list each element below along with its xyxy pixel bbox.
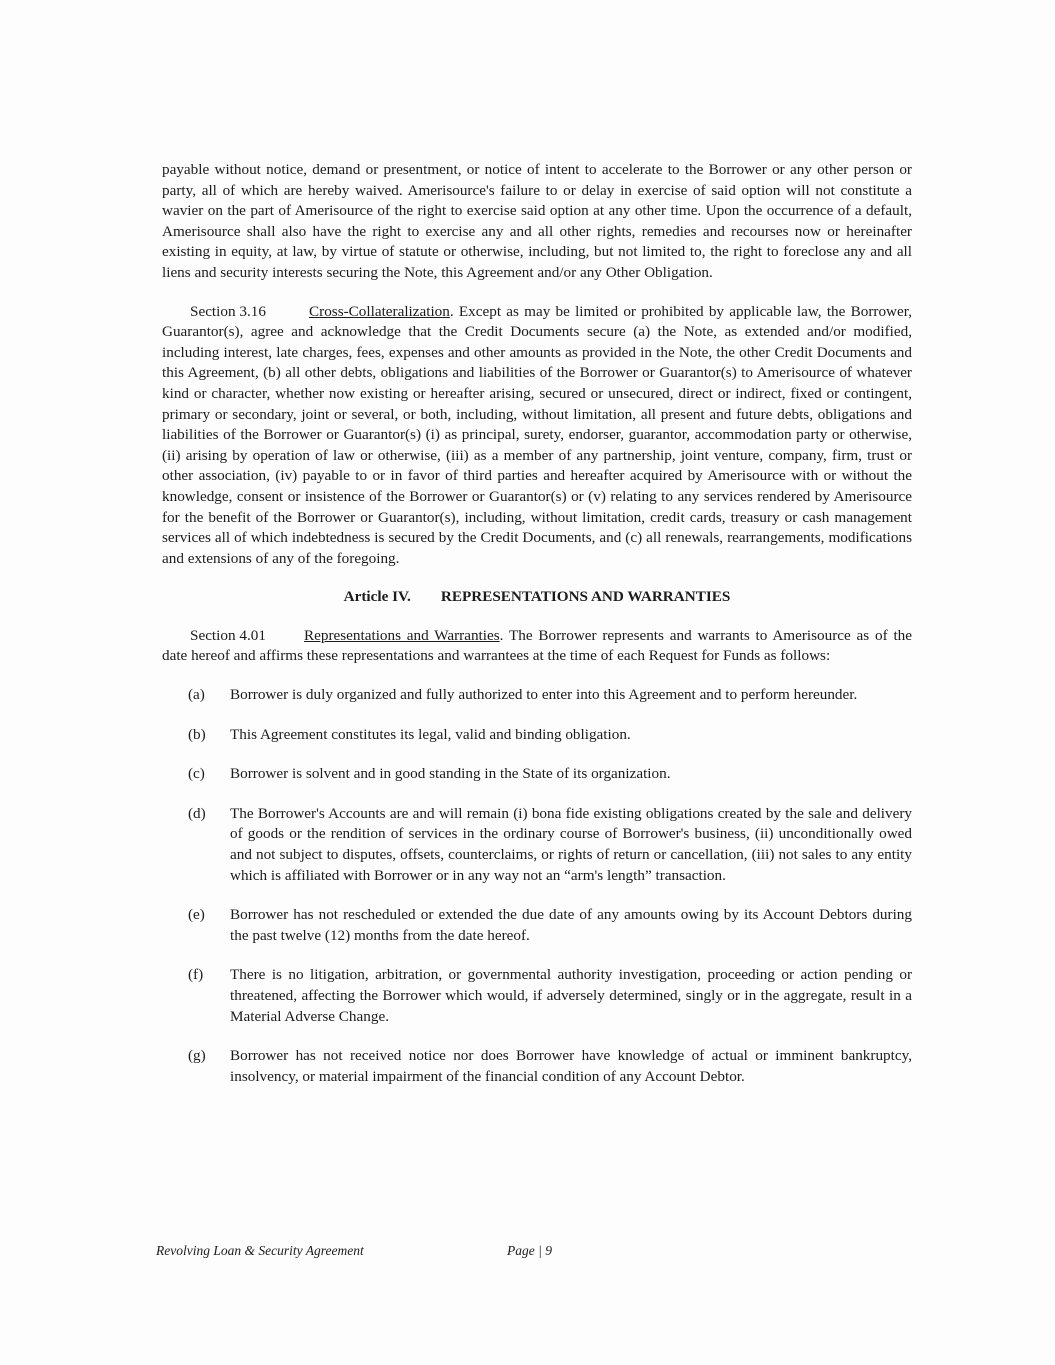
- list-item-text: There is no litigation, arbitration, or governmental authority investigation, proceeding or action pending or threatened, affecting the Borrower which would, if adversely determined, singly or in the aggregate, result in a Material Adverse Change.: [230, 966, 912, 1025]
- list-item-label: (b): [188, 725, 206, 743]
- section-4-01-number: Section 4.01: [190, 626, 266, 644]
- list-item: [162, 804, 912, 886]
- list-item-text: The Borrower's Accounts are and will remain (i) bona fide existing obligations created by the sale and delivery of goods or the rendition of services in the ordinary course of Borrower's business, (ii) unconditionally owed and not subject to disputes, offsets, counterclaims, or rights of return or cancellation, (iii) not sales to any entity which is affiliated with Borrower or in any way not an “arm's length” transaction.: [230, 804, 912, 884]
- page-footer: [156, 1243, 552, 1259]
- list-item-text: Borrower has not received notice nor does Borrower have knowledge of actual or imminent bankruptcy, insolvency, or material impairment of the financial condition of any Account Debtor.: [230, 1047, 912, 1085]
- article-title: REPRESENTATIONS AND WARRANTIES: [440, 588, 731, 606]
- section-4-01: [162, 626, 912, 667]
- footer-document-title: Revolving Loan & Security Agreement: [156, 1243, 364, 1258]
- list-item-label: (f): [188, 966, 204, 984]
- section-3-16-title: Cross-Collateralization: [309, 302, 450, 320]
- list-item: [162, 764, 912, 785]
- list-item-label: (g): [188, 1047, 206, 1065]
- list-item-text: Borrower is solvent and in good standing in the State of its organization.: [230, 765, 671, 783]
- list-item-label: (c): [188, 765, 205, 783]
- continuation-paragraph: payable without notice, demand or presentment, or notice of intent to accelerate to the Borrower or any other person or party, all of which are hereby waived. Amerisource's failure to or delay in exercise of said option will not constitute a wavier on the part of Amerisource of the right to exercise said option at any other time. Upon the occurrence of a default, Amerisource shall also have the right to exercise any and all other rights, remedies and recourses now or hereinafter existing in equity, at law, by virtue of statute or otherwise, including, but not limited to, the right to foreclose any and all liens and security interests securing the Note, this Agreement and/or any Other Obligation.: [162, 161, 912, 281]
- list-item: [162, 725, 912, 746]
- footer-page-number: Page | 9: [507, 1243, 552, 1258]
- article-heading: [162, 587, 912, 608]
- list-item-text: This Agreement constitutes its legal, valid and binding obligation.: [230, 725, 631, 743]
- list-item-text: Borrower has not rescheduled or extended the due date of any amounts owing by its Account Debtors during the past twelve (12) months from the date hereof.: [230, 906, 912, 944]
- list-item: [162, 1046, 912, 1087]
- list-item-label: (e): [188, 906, 205, 924]
- section-3-16: [162, 302, 912, 570]
- section-4-01-body: . The Borrower represents and warrants to Amerisource as of the date hereof and affirms these representations and warrantees at the time of each Request for Funds as follows:: [162, 626, 912, 665]
- section-3-16-body: . Except as may be limited or prohibited by applicable law, the Borrower, Guarantor(s), agree and acknowledge that the Credit Documents secure (a) the Note, as extended and/or modified, including interest, late charges, fees, expenses and other amounts as provided in the Note, the other Credit Documents and this Agreement, (b) all other debts, obligations and liabilities of the Borrower or Guarantor(s) to Amerisource of whatever kind or character, whether now existing or hereafter arising, secured or unsecured, direct or indirect, fixed or contingent, primary or secondary, joint or several, or both, including, without limitation, all present and future debts, obligations and liabilities of the Borrower or Guarantor(s) (i) as principal, surety, endorser, guarantor, accommodation party or otherwise, (ii) arising by operation of law or otherwise, (iii) as a member of any partnership, joint venture, company, firm, trust or other association, (iv) payable to or in favor of third parties and hereafter acquired by Amerisource with or without the knowledge, consent or insistence of the Borrower or Guarantor(s) or (v) relating to any services rendered by Amerisource for the benefit of the Borrower or Guarantor(s), including, without limitation, credit cards, treasury or cash management services all of which indebtedness is secured by the Credit Documents, and (c) all renewals, rearrangements, modifications and extensions of any of the foregoing.: [162, 302, 912, 567]
- list-item-label: (d): [188, 804, 206, 822]
- list-item-text: Borrower is duly organized and fully authorized to enter into this Agreement and to perform hereunder.: [230, 686, 858, 704]
- list-item: [162, 965, 912, 1027]
- section-3-16-number: Section 3.16: [190, 302, 266, 320]
- article-number: Article IV.: [343, 588, 411, 606]
- list-item-label: (a): [188, 686, 205, 704]
- section-4-01-title: Representations and Warranties: [304, 626, 500, 644]
- list-item: [162, 685, 912, 706]
- list-item: [162, 905, 912, 946]
- document-body: [162, 160, 912, 1106]
